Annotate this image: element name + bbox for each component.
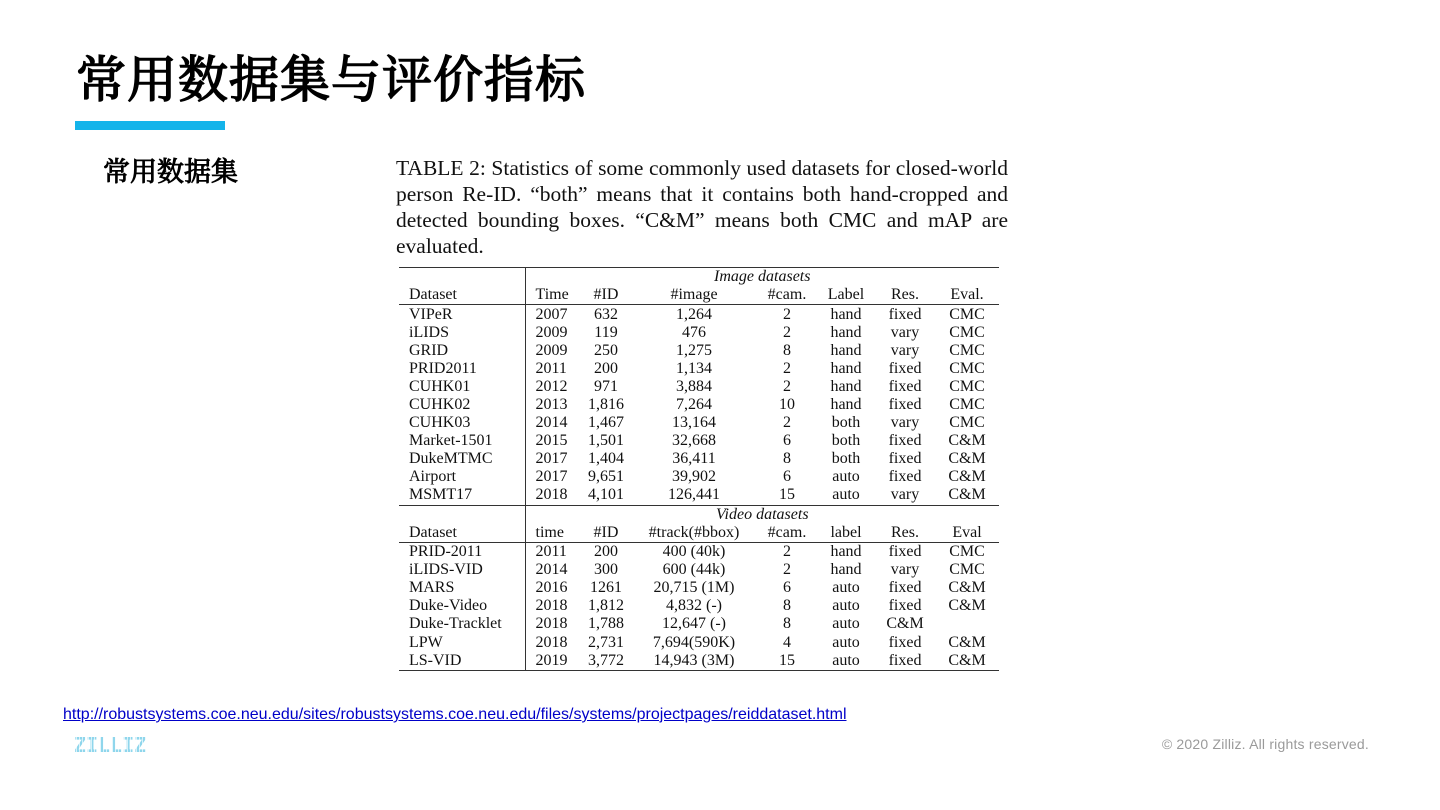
table-cell: 2012 <box>535 377 568 395</box>
table-cell: CMC <box>949 341 985 359</box>
table-cell: auto <box>832 633 860 651</box>
table-cell: fixed <box>888 450 922 468</box>
table-cell: both <box>831 450 861 468</box>
table-cell: 632 <box>594 305 618 323</box>
table-cell: DukeMTMC <box>399 450 525 468</box>
table-cell: 13,164 <box>672 414 716 432</box>
table-cell: CUHK01 <box>399 378 525 396</box>
table-cell: 15 <box>757 652 817 671</box>
column-header: #ID <box>581 524 631 543</box>
table-cell: iLIDS-VID <box>399 561 525 579</box>
table-cell: vary <box>890 323 920 341</box>
table-row <box>399 414 999 432</box>
table-cell: hand <box>830 305 862 323</box>
table-cell: 2 <box>783 543 791 561</box>
table-cell: C&M <box>948 450 986 468</box>
table-cell: auto <box>832 615 860 633</box>
table-row <box>399 468 999 486</box>
table-cell: 1,788 <box>588 615 624 633</box>
table-cell: VIPeR <box>399 305 525 324</box>
table-row <box>399 450 999 468</box>
table-row <box>399 543 999 562</box>
table-cell: fixed <box>888 432 922 450</box>
column-header: label <box>817 524 875 543</box>
table-row <box>399 486 999 505</box>
table-cell: 2018 <box>535 615 568 633</box>
table-cell: CMC <box>949 396 985 413</box>
table-cell: 4,101 <box>588 486 624 504</box>
table-cell: LPW <box>399 633 525 651</box>
table-cell: 1,134 <box>676 359 712 377</box>
table-row <box>399 432 999 450</box>
table-cell: 971 <box>594 377 618 395</box>
table-cell: fixed <box>875 652 935 671</box>
table-cell: MSMT17 <box>399 486 525 505</box>
table-cell: auto <box>817 652 875 671</box>
table-cell: 400 (40k) <box>662 543 726 561</box>
table-cell: vary <box>890 486 920 504</box>
table-cell: 1,812 <box>588 597 624 615</box>
table-cell: C&M <box>948 597 986 615</box>
column-header: Dataset <box>399 524 525 543</box>
title-accent-bar <box>75 121 225 130</box>
table-cell: 9,651 <box>588 468 624 486</box>
table-cell: hand <box>830 359 862 377</box>
table-cell: 8 <box>783 341 791 359</box>
column-header: #ID <box>581 286 631 305</box>
table-cell: 3,884 <box>676 377 712 395</box>
column-header: #cam. <box>757 524 817 543</box>
table-row <box>399 360 999 378</box>
table-cell <box>935 615 999 633</box>
table-cell: 7,264 <box>676 396 712 413</box>
table-row <box>399 597 999 615</box>
table-cell: CMC <box>949 377 985 395</box>
table-cell: CMC <box>949 414 985 432</box>
table-cell: 8 <box>783 597 791 615</box>
table-cell: Airport <box>399 468 525 486</box>
table-cell: vary <box>890 561 920 579</box>
copyright-text: © 2020 Zilliz. All rights reserved. <box>1161 736 1369 752</box>
table-row <box>399 342 999 360</box>
table-cell: 476 <box>682 323 706 341</box>
table-cell: Duke-Video <box>399 597 525 615</box>
table-cell: 2007 <box>535 305 568 323</box>
table-cell: 2009 <box>535 323 568 341</box>
table-cell: iLIDS <box>399 324 525 342</box>
table-cell: 2 <box>783 305 791 323</box>
table-cell: CMC <box>949 305 985 323</box>
table-cell: CUHK02 <box>399 396 525 414</box>
column-header: Res. <box>875 524 935 543</box>
table-cell: 1,404 <box>588 450 624 468</box>
table-cell: hand <box>830 561 862 579</box>
table-row <box>399 579 999 597</box>
table-cell: 20,715 (1M) <box>653 579 735 597</box>
table-cell: 2 <box>783 561 791 579</box>
table-cell: 10 <box>779 396 795 413</box>
table-cell: 200 <box>594 543 618 561</box>
table-cell: hand <box>830 341 862 359</box>
table-cell: 39,902 <box>672 468 716 486</box>
table-cell: 32,668 <box>672 432 716 450</box>
table-cell: Market-1501 <box>399 432 525 450</box>
video-header-row <box>399 524 999 543</box>
table-cell: GRID <box>399 342 525 360</box>
table-cell: fixed <box>888 377 922 395</box>
table-cell: both <box>831 432 861 450</box>
table-cell: 2017 <box>535 468 568 486</box>
table-cell: 1,264 <box>676 305 712 323</box>
source-link[interactable]: http://robustsystems.coe.neu.edu/sites/robustsystems.coe.neu.edu/files/systems/projectpages/reiddataset.html <box>63 706 847 723</box>
table-cell: 2 <box>783 414 791 432</box>
table-cell: fixed <box>888 468 922 486</box>
table-cell: 2014 <box>535 414 568 432</box>
table-cell: hand <box>830 396 862 413</box>
table-cell: LS-VID <box>399 652 525 671</box>
dataset-table-image <box>399 267 999 671</box>
slide-title: 常用数据集与评价指标 <box>76 51 586 109</box>
table-cell: C&M <box>948 579 986 597</box>
table-cell: 2019 <box>525 652 581 671</box>
section-subtitle: 常用数据集 <box>103 157 238 188</box>
column-header: Dataset <box>399 286 525 305</box>
table-cell: C&M <box>948 486 986 504</box>
table-cell: 2,731 <box>588 633 624 651</box>
table-cell: fixed <box>888 359 922 377</box>
table-cell: 3,772 <box>581 652 631 671</box>
table-cell: C&M <box>948 432 986 450</box>
table-cell: 1,501 <box>588 432 624 450</box>
table-cell: hand <box>830 543 862 561</box>
table-cell: 2018 <box>535 486 568 504</box>
table-cell: auto <box>832 597 860 615</box>
table-cell: 6 <box>783 579 791 597</box>
table-cell: hand <box>830 323 862 341</box>
table-cell: auto <box>832 468 860 486</box>
table-cell: 12,647 (-) <box>662 615 726 633</box>
table-cell: fixed <box>888 543 922 561</box>
table-cell: 14,943 (3M) <box>631 652 757 671</box>
table-cell: 2 <box>783 377 791 395</box>
table-cell: 6 <box>783 432 791 450</box>
image-datasets-band-label: Image datasets <box>525 268 999 287</box>
table-cell: 4,832 (-) <box>666 597 722 615</box>
dataset-statistics-table <box>399 267 999 671</box>
table-caption: TABLE 2: Statistics of some commonly used datasets for closed-world person Re-ID. “both” means that it contains both hand-cropped and detected bounding boxes. “C&M” means both CMC and mAP are evaluated. <box>396 156 1008 258</box>
zilliz-logo: ZILLIZ <box>74 734 154 756</box>
table-cell: C&M <box>948 468 986 486</box>
table-cell: vary <box>890 341 920 359</box>
table-cell: 2 <box>783 359 791 377</box>
table-cell: 2011 <box>535 543 567 561</box>
table-cell: PRID2011 <box>399 360 525 378</box>
table-cell: fixed <box>888 579 922 597</box>
table-cell: 300 <box>594 561 618 579</box>
table-cell: auto <box>832 579 860 597</box>
table-row <box>399 324 999 342</box>
column-header: #image <box>631 286 757 305</box>
table-cell: 2018 <box>535 597 568 615</box>
table-cell: 4 <box>783 633 791 651</box>
column-header: Eval <box>935 524 999 543</box>
column-header: Label <box>817 286 875 305</box>
table-cell: 2 <box>783 323 791 341</box>
table-cell: 250 <box>594 341 618 359</box>
table-cell: C&M <box>935 652 999 671</box>
table-cell: 1,816 <box>588 396 624 413</box>
table-row <box>399 615 999 633</box>
table-cell: 7,694(590K) <box>652 633 736 651</box>
table-cell: CMC <box>949 359 985 377</box>
table-cell: C&M <box>886 615 924 633</box>
table-cell: auto <box>832 486 860 504</box>
image-datasets-band <box>399 268 999 287</box>
table-cell: 119 <box>594 323 618 341</box>
table-cell: 8 <box>783 450 791 468</box>
table-cell: 1,275 <box>676 341 712 359</box>
table-cell: fixed <box>888 597 922 615</box>
table-cell: 126,441 <box>668 486 720 504</box>
table-cell: 1,467 <box>588 414 624 432</box>
table-cell: CMC <box>949 543 985 561</box>
table-row <box>399 305 999 324</box>
table-row <box>399 633 999 651</box>
column-header: #cam. <box>757 286 817 305</box>
table-cell: 600 (44k) <box>662 561 726 579</box>
table-cell: CMC <box>949 561 985 579</box>
table-cell: 2011 <box>535 359 567 377</box>
table-cell: C&M <box>948 633 986 651</box>
table-cell: CMC <box>949 323 985 341</box>
table-cell: fixed <box>888 633 922 651</box>
video-datasets-band-label: Video datasets <box>525 505 999 524</box>
table-cell: Duke-Tracklet <box>399 615 525 633</box>
table-cell: vary <box>890 414 920 432</box>
table-row <box>399 378 999 396</box>
table-cell: 2009 <box>535 341 568 359</box>
table-cell: 2017 <box>535 450 568 468</box>
table-cell: 2013 <box>535 396 568 413</box>
table-cell: 2015 <box>535 432 568 450</box>
table-row <box>399 561 999 579</box>
table-cell: 8 <box>783 615 791 633</box>
table-cell: 2014 <box>535 561 568 579</box>
table-cell: 36,411 <box>672 450 716 468</box>
table-row <box>399 652 999 671</box>
table-cell: 200 <box>594 359 618 377</box>
column-header: time <box>525 524 581 543</box>
table-row <box>399 396 999 414</box>
table-cell: PRID-2011 <box>399 543 525 562</box>
column-header: Eval. <box>935 286 999 305</box>
table-cell: 1261 <box>590 579 622 597</box>
table-cell: both <box>831 414 861 432</box>
table-cell: 6 <box>783 468 791 486</box>
video-datasets-band <box>399 505 999 524</box>
table-cell: CUHK03 <box>399 414 525 432</box>
table-cell: hand <box>830 377 862 395</box>
table-cell: MARS <box>399 579 525 597</box>
column-header: #track(#bbox) <box>631 524 757 543</box>
table-cell: fixed <box>888 305 922 323</box>
column-header: Time <box>525 286 581 305</box>
column-header: Res. <box>875 286 935 305</box>
table-cell: fixed <box>888 396 922 413</box>
image-header-row <box>399 286 999 305</box>
table-cell: 15 <box>779 486 795 504</box>
table-cell: 2016 <box>535 579 568 597</box>
table-cell: 2018 <box>535 633 568 651</box>
